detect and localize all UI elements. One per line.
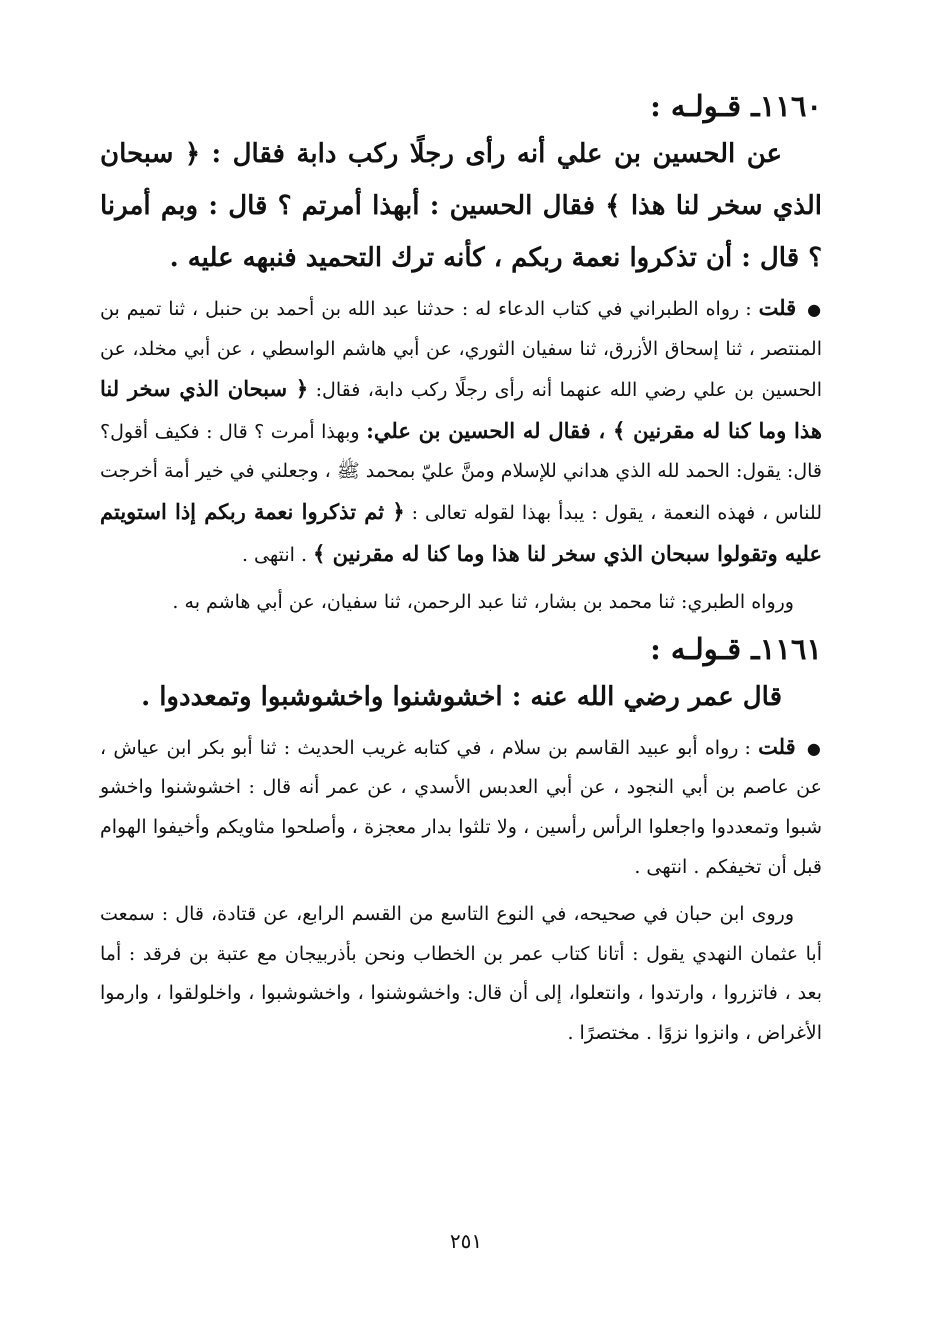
entry-1160-matn: عن الحسين بن علي أنه رأى رجلًا ركب دابة فقال : ﴿ سبحان الذي سخر لنا هذا ﴾ فقال الحسين : أبهذا أمرتم ؟ قال : وبم أمرنا ؟ قال : أن تذكروا نعمة ربكم ، كأنه ترك التحميد فنبهه عليه . [100,139,822,273]
bullet-icon: ● [806,738,822,758]
entry-1160-quran-quote-2: ﴿ ثم تذكروا نعمة ربكم إذا استويتم عليه وتقولوا سبحان الذي سخر لنا هذا وما كنا له مقرنين ﴾ [100,498,822,566]
entry-1161-commentary [100,727,822,887]
entry-1160-note-part2: وبهذا أمرت ؟ قال : فكيف أقول؟ قال: يقول: الحمد لله الذي هداني للإسلام ومنَّ عليّ بمحمد ﷺ ، وجعلني في خير أمة أخرجت للناس ، فهذه النعمة ، يقول : يبدأ بهذا لقوله تعالى : [100,420,822,524]
entry-1160-note-end: . انتهى . [241,543,307,566]
entry-1161-note-text: : رواه أبو عبيد القاسم بن سلام ، في كتابه غريب الحديث : ثنا أبو بكر ابن عياش ، عن عاصم بن أبي النجود ، عن أبي العدبس الأسدي ، عن عمر أنه قال : اخشوشنوا واخشو شبوا وتمعددوا واجعلوا الرأس رأسين ، ولا تلثوا بدار معجزة ، وأصلحوا مثاويكم وأخيفوا الهوام قبل أن تخيفكم . انتهى . [100,736,822,878]
bullet-icon: ● [807,300,822,319]
entry-1160-heading: ١١٦٠ـ قـولـه : [650,89,822,123]
entry-1160-tabari-paragraph: ورواه الطبري: ثنا محمد بن بشار، ثنا عبد الرحمن، ثنا سفيان، عن أبي هاشم به . [172,591,794,614]
entry-1160-note-part1: : رواه الطبراني في كتاب الدعاء له : حدثنا عبد الله بن أحمد بن حنبل ، ثنا تميم بن المنتصر ، ثنا إسحاق الأزرق، ثنا سفيان الثوري، عن أبي هاشم الواسطي ، عن أبي مخلد، عن الحسين بن علي رضي الله عنهما أنه رأى رجلًا ركب دابة، فقال: [100,298,822,402]
entry-1161-ibn-hibban-paragraph: وروى ابن حبان في صحيحه، في النوع التاسع من القسم الرابع، عن قتادة، قال : سمعت أبا عثمان النهدي يقول : أتانا كتاب عمر بن الخطاب ونحن بأذربيجان مع عتبة بن فرقد : أما بعد ، فاتزروا ، وارتدوا ، وانتعلوا، إلى أن قال: واخشوشنوا ، واخشوشبوا ، واخلولقوا ، وارموا الأغراض ، وانزوا نزوًا . مختصرًا . [100,903,822,1044]
entry-1161-heading: ١١٦١ـ قـولـه : [650,631,822,666]
entry-1160-commentary [100,288,822,575]
entry-1161-matn: قال عمر رضي الله عنه : اخشوشنوا واخشوشبوا وتمعددوا . [141,681,782,712]
page-number: ٢٥١ [449,1229,483,1253]
entry-1160-quran-quote-1: ﴿ سبحان الذي سخر لنا هذا وما كنا له مقرنين ﴾ ، فقال له الحسين بن علي: [100,376,822,443]
entry-1160-note-label: قلت [758,295,797,320]
entry-1161-note-label: قلت [758,733,796,759]
